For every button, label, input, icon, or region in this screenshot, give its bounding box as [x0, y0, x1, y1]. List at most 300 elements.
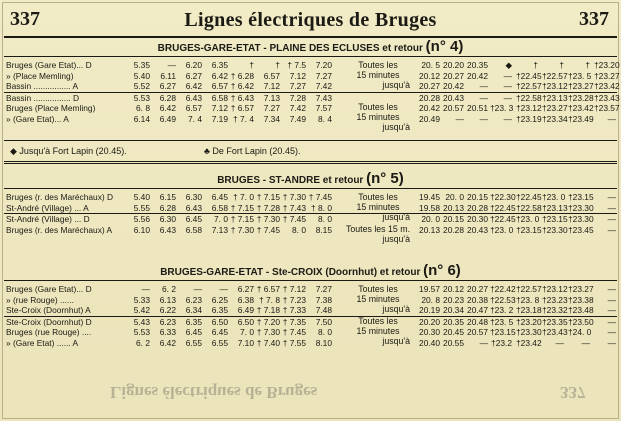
frequency-line: jusqu'à [382, 335, 410, 346]
frequency-note [340, 284, 416, 314]
line-number: (n° 6) [423, 262, 461, 279]
time-cell: 20.42 [443, 81, 464, 91]
footnote-to-fort-lapin: ◆ Jusqu'à Fort Lapin (20.45). [10, 146, 127, 156]
time-cell: † 6.42 [230, 81, 254, 91]
time-cell: 6.38 [237, 294, 254, 305]
station-name: » (Gare Etat)... A [6, 113, 69, 124]
time-cell: 20.55 [443, 337, 464, 348]
time-cell: † 7.45 [282, 214, 306, 224]
time-cell: 7.13 [263, 92, 280, 103]
time-cell: †23.15 [542, 214, 568, 224]
show-through-text [0, 372, 621, 406]
time-cell: 20.27 [419, 81, 440, 91]
time-cell: 7.12 [289, 70, 306, 81]
time-cell: 6.15 [159, 192, 176, 202]
time-cell: †22.30 [490, 192, 516, 202]
frequency-line: 15 minutes [356, 202, 400, 212]
time-cell: 20.38 [467, 294, 488, 305]
section-title: BRUGES - ST-ANDRE et retour (n° 5) [4, 170, 617, 189]
table-row [4, 203, 617, 215]
time-cell: 20.28 [443, 224, 464, 235]
time-cell: †23.57 [594, 103, 620, 113]
time-cell: † 6.43 [230, 92, 254, 103]
time-cell: 6.14 [133, 113, 150, 124]
table-row [4, 295, 617, 306]
time-cell: 7.27 [263, 103, 280, 113]
time-cell: 6. 8 [136, 103, 150, 113]
time-cell: †23. 0 [490, 224, 514, 235]
time-cell: † [585, 60, 590, 70]
time-cell: 20.20 [419, 316, 440, 327]
time-cell: 20.15 [467, 192, 488, 202]
time-cell: 5.56 [133, 214, 150, 224]
time-cell: 6.10 [133, 224, 150, 235]
station-name: » (Gare Etat) ...... A [6, 337, 79, 348]
time-cell: — [581, 337, 590, 348]
table-row [4, 192, 617, 203]
time-cell: 20.43 [443, 92, 464, 103]
time-cell: — [503, 81, 512, 91]
footnote-from-fort-lapin: ♣ De Fort Lapin (20.45). [204, 146, 301, 156]
time-cell: — [607, 316, 616, 327]
time-cell: 6.23 [185, 294, 202, 305]
time-cell: † 7. 8 [259, 294, 280, 305]
time-cell: 8.10 [315, 337, 332, 348]
time-cell: †23.18 [516, 305, 542, 315]
station-name: St-André (Village) ... D [6, 214, 90, 224]
frequency-line: jusqu'à [382, 80, 410, 90]
time-cell: 6.20 [185, 60, 202, 70]
table-row [4, 103, 620, 114]
frequency-line: 15 minutes [356, 294, 400, 304]
line-number: (n° 4) [425, 38, 464, 55]
time-cell: † 7.43 [282, 202, 306, 213]
time-cell: 8.15 [315, 224, 332, 235]
time-cell: 7.43 [315, 92, 332, 103]
section-title: BRUGES-GARE-ETAT - PLAINE DES ECLUSES et retour (n° 4) [4, 38, 617, 57]
time-cell: †22.57 [516, 81, 542, 91]
time-cell: — [607, 327, 616, 337]
time-cell: †23.30 [568, 202, 594, 213]
time-cell: 20.30 [467, 214, 488, 224]
time-cell: 6.35 [211, 305, 228, 315]
time-cell: 5.33 [133, 294, 150, 305]
station-name: Ste-Croix (Doornhut) D [6, 316, 92, 327]
time-cell: †23.43 [594, 92, 620, 103]
time-cell: 20.43 [467, 224, 488, 235]
time-cell: † 7.30 [230, 224, 254, 235]
time-cell: 6. 2 [136, 337, 150, 348]
time-cell: 6.27 [159, 81, 176, 91]
time-cell: †23.19 [516, 113, 542, 124]
time-cell: † [559, 60, 564, 70]
time-cell: 20.27 [467, 284, 488, 294]
time-cell: 6.23 [159, 316, 176, 327]
time-cell: — [555, 337, 564, 348]
time-cell: †23. 5 [568, 70, 592, 81]
time-cell: 20.13 [419, 224, 440, 235]
time-cell: †22.45 [490, 214, 516, 224]
time-cell: 20.12 [443, 284, 464, 294]
time-cell: 5.43 [133, 316, 150, 327]
time-cell: 5.40 [133, 70, 150, 81]
station-name: Bruges (r. des Maréchaux) A [6, 224, 113, 235]
time-cell: 7.38 [315, 294, 332, 305]
time-cell: — [607, 202, 616, 213]
frequency-line: jusqu'à [382, 233, 410, 244]
frequency-line: 15 minutes [356, 70, 400, 80]
time-cell: 6.35 [185, 316, 202, 327]
time-cell: — [141, 284, 150, 294]
time-cell: † 7.15 [230, 202, 254, 213]
time-cell: — [479, 92, 488, 103]
time-cell: 5.55 [133, 202, 150, 213]
time-cell: 20.13 [443, 202, 464, 213]
time-cell: 6.28 [159, 92, 176, 103]
time-cell: † 7.45 [282, 327, 306, 337]
time-cell: 20.34 [443, 305, 464, 315]
time-cell: — [607, 284, 616, 294]
time-cell: † 6.57 [230, 103, 254, 113]
time-cell: †23. 2 [490, 305, 514, 315]
time-cell: †23.15 [568, 192, 594, 202]
time-cell: † 8. 0 [311, 202, 332, 213]
time-cell: 5.53 [133, 327, 150, 337]
time-cell: 5.53 [133, 92, 150, 103]
frequency-line: Toutes les [358, 315, 398, 326]
time-cell: 6.28 [159, 202, 176, 213]
time-cell: 6.27 [237, 284, 254, 294]
time-cell: 6.13 [159, 294, 176, 305]
time-cell: †23.27 [542, 103, 568, 113]
time-cell: 20.42 [419, 103, 440, 113]
time-cell: 6.49 [159, 113, 176, 124]
time-cell: 20.27 [443, 70, 464, 81]
frequency-line: Toutes les 15 m. [345, 223, 411, 234]
time-cell: †23.27 [568, 81, 594, 91]
time-cell: 20.48 [467, 316, 488, 327]
time-cell: 6.42 [159, 337, 176, 348]
time-cell: 20.51 [467, 103, 488, 113]
station-name: Ste-Croix (Doornhut) A [6, 305, 91, 315]
time-cell: — [193, 284, 202, 294]
time-cell: — [607, 294, 616, 305]
time-cell: 7.27 [315, 70, 332, 81]
time-cell: †23. 0 [542, 192, 566, 202]
time-cell: 7.49 [289, 113, 306, 124]
time-cell: — [607, 113, 616, 124]
station-name: Bruges (rue Rouge) .... [6, 327, 92, 337]
frequency-note [340, 60, 416, 90]
time-cell: 7.13 [211, 224, 228, 235]
time-cell: †23.30 [542, 224, 568, 235]
time-cell: †23.30 [516, 327, 542, 337]
time-cell: †23.28 [568, 92, 594, 103]
time-cell: † [275, 60, 280, 70]
time-cell: — [503, 70, 512, 81]
time-cell: †23.23 [542, 294, 568, 305]
time-cell: 20.35 [467, 60, 488, 70]
frequency-note [340, 224, 416, 244]
time-cell: 6.33 [159, 327, 176, 337]
frequency-line: 15 minutes [356, 112, 400, 122]
time-cell: †23.50 [568, 316, 594, 327]
time-cell: †23.12 [516, 103, 542, 113]
time-cell: 6.49 [237, 305, 254, 315]
time-cell: 20.35 [443, 316, 464, 327]
time-cell: †23.12 [542, 284, 568, 294]
time-cell: 6.45 [211, 327, 228, 337]
frequency-line: Toutes les [358, 60, 398, 70]
time-cell: 20.30 [419, 327, 440, 337]
time-cell: — [455, 113, 464, 124]
station-name: » (Place Memling) [6, 70, 74, 81]
time-cell: 8. 4 [318, 113, 332, 124]
show-through-title: Lignes électriques de Bruges [110, 383, 318, 402]
time-cell: †23.13 [542, 92, 568, 103]
time-cell: 6.30 [185, 192, 202, 202]
section-line-6 [4, 262, 617, 370]
time-cell: † 7.55 [282, 337, 306, 348]
time-cell: 20.45 [443, 327, 464, 337]
time-cell: 7.12 [263, 81, 280, 91]
time-cell: †23.45 [568, 224, 594, 235]
frequency-line: Toutes les [358, 102, 398, 112]
time-cell: † 7.28 [256, 202, 280, 213]
time-cell: †22.57 [542, 70, 568, 81]
time-cell: †22.58 [516, 202, 542, 213]
time-cell: † 7. 0 [233, 192, 254, 202]
time-cell: 7.34 [263, 113, 280, 124]
station-name: Bruges (r. des Maréchaux) D [6, 192, 114, 202]
table-row [4, 60, 620, 71]
time-cell: 6.45 [185, 214, 202, 224]
timetable-rows [4, 192, 617, 244]
station-name: Bruges (Place Memling) [6, 103, 96, 113]
time-cell: 6.45 [185, 327, 202, 337]
table-row [4, 327, 617, 338]
time-cell: †23. 8 [516, 294, 540, 305]
time-cell: 20.23 [443, 294, 464, 305]
time-cell: †23.13 [542, 202, 568, 213]
time-cell: † 7.23 [282, 294, 306, 305]
time-cell: † 6.28 [230, 70, 254, 81]
time-cell: †23.42 [516, 337, 542, 348]
frequency-line: Toutes les [358, 284, 398, 294]
time-cell: † 7.30 [256, 327, 280, 337]
time-cell: 6.30 [159, 214, 176, 224]
time-cell: 6.42 [185, 81, 202, 91]
time-cell: 5.52 [133, 81, 150, 91]
time-cell: †22.58 [516, 92, 542, 103]
time-cell: †23. 3 [490, 103, 514, 113]
frequency-line: 15 minutes [356, 325, 400, 336]
time-cell: † 7.18 [256, 305, 280, 315]
time-cell: 20.57 [443, 103, 464, 113]
time-cell: 6.50 [237, 316, 254, 327]
time-cell: 7.27 [289, 81, 306, 91]
time-cell: ◆ [505, 60, 512, 70]
time-cell: †22.53 [490, 294, 516, 305]
time-cell: 6.58 [211, 92, 228, 103]
time-cell: 19.45 [419, 192, 440, 202]
time-cell: — [479, 113, 488, 124]
time-cell: †23.42 [568, 103, 594, 113]
station-name: Bruges (Gare Etat)... D [6, 60, 92, 70]
time-cell: 6.43 [185, 92, 202, 103]
time-cell: †22.45 [490, 202, 516, 213]
time-cell: 8. 0 [318, 214, 332, 224]
table-row [4, 317, 617, 328]
time-cell: 20. 0 [445, 192, 464, 202]
time-cell: — [479, 81, 488, 91]
frequency-line: jusqu'à [382, 122, 410, 132]
time-cell: 6.42 [211, 70, 228, 81]
time-cell: — [607, 192, 616, 202]
time-cell: † 7.40 [256, 337, 280, 348]
table-row [4, 114, 617, 125]
table-row [4, 70, 620, 82]
time-cell: †23. 5 [490, 316, 514, 327]
time-cell: 7. 4 [188, 113, 202, 124]
time-cell: †23. 0 [516, 214, 540, 224]
table-row [4, 214, 617, 225]
time-cell: 5.42 [133, 305, 150, 315]
time-cell: 20.20 [443, 60, 464, 70]
time-cell: 20. 8 [421, 294, 440, 305]
time-cell: † 7.12 [282, 284, 306, 294]
frequency-note [340, 102, 416, 132]
table-row [4, 335, 617, 349]
time-cell: † 6.57 [256, 284, 280, 294]
time-cell: 5.40 [133, 192, 150, 202]
time-cell: 8. 0 [292, 224, 306, 235]
time-cell: 6.25 [211, 294, 228, 305]
station-name: Bassin ................ A [6, 81, 79, 91]
time-cell: 7.28 [289, 92, 306, 103]
time-cell: — [479, 337, 488, 348]
frequency-line: Toutes les [358, 192, 398, 202]
time-cell: †23.49 [568, 113, 594, 124]
frequency-note [340, 192, 416, 222]
time-cell: — [607, 337, 616, 348]
time-cell: 19.57 [419, 284, 440, 294]
time-cell: 6.57 [263, 70, 280, 81]
time-cell: †23.27 [568, 284, 594, 294]
footnotes [4, 140, 617, 164]
frequency-line: jusqu'à [382, 304, 410, 314]
time-cell: 6.35 [211, 60, 228, 70]
time-cell: † 7.20 [256, 316, 280, 327]
time-cell: 20.49 [419, 113, 440, 124]
time-cell: †23.15 [490, 327, 516, 337]
time-cell: 8. 0 [318, 327, 332, 337]
time-cell: † 7.5 [287, 60, 306, 70]
time-cell: †23.15 [516, 224, 542, 235]
time-cell: 6.11 [160, 70, 176, 81]
time-cell: †23.27 [594, 70, 620, 81]
time-cell: 7.27 [315, 284, 332, 294]
time-cell: — [503, 113, 512, 124]
time-cell: 19.58 [419, 202, 440, 213]
time-cell: †22.42 [490, 284, 516, 294]
page-title: Lignes électriques de Bruges [184, 9, 437, 31]
time-cell: 7. 0 [214, 214, 228, 224]
time-cell: 20.47 [467, 305, 488, 315]
section-line-5 [4, 170, 617, 254]
time-cell: 6.22 [159, 305, 176, 315]
time-cell: † 7.35 [282, 316, 306, 327]
time-cell: 7.19 [211, 113, 228, 124]
time-cell: † 7. 4 [233, 113, 254, 124]
time-cell: †23.34 [542, 113, 568, 124]
time-cell: 6.50 [211, 316, 228, 327]
timetable-rows [4, 284, 617, 348]
time-cell: †23.20 [516, 316, 542, 327]
time-cell: 20.40 [419, 337, 440, 348]
station-name: St-André (Village) ... A [6, 202, 89, 213]
time-cell: 6.58 [211, 202, 228, 213]
time-cell: †23.30 [568, 214, 594, 224]
time-cell: †23.42 [594, 81, 620, 91]
page-number-left: 337 [10, 8, 40, 30]
time-cell: 7.42 [289, 103, 306, 113]
time-cell: †23.48 [568, 305, 594, 315]
time-cell: 20.12 [419, 70, 440, 81]
time-cell: 20. 0 [421, 214, 440, 224]
time-cell: 6.58 [185, 224, 202, 235]
time-cell: † 7.45 [256, 224, 280, 235]
timetable-rows [4, 60, 620, 132]
page-header [4, 6, 617, 38]
time-cell: †22.45 [516, 192, 542, 202]
table-row [4, 81, 620, 93]
table-row [4, 92, 620, 104]
time-cell: 20.15 [443, 214, 464, 224]
time-cell: †24. 0 [568, 327, 592, 337]
time-cell: † [249, 60, 254, 70]
time-cell: †23.32 [542, 305, 568, 315]
time-cell: 6.57 [211, 81, 228, 91]
time-cell: † 7.30 [256, 214, 280, 224]
page-number-right: 337 [579, 8, 609, 30]
time-cell: 20.28 [467, 202, 488, 213]
time-cell: 20.19 [419, 305, 440, 315]
time-cell: 20.42 [467, 70, 488, 81]
time-cell: † 7.15 [256, 192, 280, 202]
time-cell: †23.20 [594, 60, 620, 70]
time-cell: — [503, 92, 512, 103]
station-name: » (rue Rouge) ...... [6, 294, 74, 305]
table-row [4, 284, 617, 295]
time-cell: 5.35 [133, 60, 150, 70]
time-cell: 6.55 [211, 337, 228, 348]
time-cell: † 7.45 [308, 192, 332, 202]
time-cell: 7.50 [315, 316, 332, 327]
line-number: (n° 5) [366, 170, 404, 187]
time-cell: 6.55 [185, 337, 202, 348]
time-cell: 7.12 [211, 103, 228, 113]
time-cell: 6.43 [159, 224, 176, 235]
time-cell: 6.43 [185, 202, 202, 213]
frequency-note [340, 316, 416, 346]
time-cell: †23.43 [542, 327, 568, 337]
section-title: BRUGES-GARE-ETAT - Ste-CROIX (Doornhut) et retour (n° 6) [4, 262, 617, 281]
time-cell: 20.57 [467, 327, 488, 337]
time-cell: † 7.30 [282, 192, 306, 202]
table-row [4, 225, 617, 236]
time-cell: † [533, 60, 538, 70]
